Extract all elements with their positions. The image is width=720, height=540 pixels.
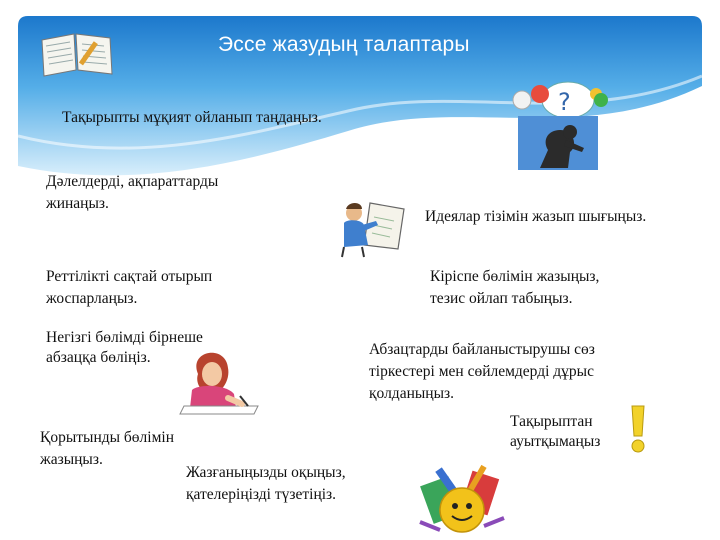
evidence-text-line2: жинаңыз. — [46, 195, 109, 212]
conclusion-text-line2: жазыңыз. — [40, 451, 103, 468]
topic-text: Тақырыпты мұқият ойланып таңдаңыз. — [62, 109, 322, 126]
links-text-line2: тіркестері мен сөйлемдерді дұрыс — [369, 363, 594, 380]
thinking-person-question-icon — [508, 78, 612, 170]
proofread-text-line2: қателеріңізді түзетіңіз. — [186, 486, 337, 503]
stay-on-topic-text-line2: ауытқымаңыз — [510, 433, 601, 450]
writing-girl-icon — [178, 344, 262, 416]
links-text-line3: қолданыңыз. — [369, 385, 454, 402]
intro-text-line2: тезис ойлап табыңыз. — [430, 290, 573, 307]
main-body-text-line1: Негізгі бөлімді бірнеше — [46, 329, 203, 346]
drawing-person-icon — [334, 195, 410, 259]
svg-text:?: ? — [558, 88, 571, 116]
school-supplies-icon — [416, 460, 508, 538]
intro-text-line1: Кіріспе бөлімін жазыңыз, — [430, 268, 600, 285]
slide-title: Эссе жазудың талаптары — [218, 33, 470, 56]
evidence-text-line1: Дәлелдерді, ақпараттарды — [46, 173, 219, 190]
links-text-line1: Абзацтарды байланыстырушы сөз — [369, 341, 595, 358]
proofread-text-line1: Жазғаныңызды оқыңыз, — [186, 464, 346, 481]
main-body-text-line2: абзацқа бөліңіз. — [46, 349, 151, 366]
plan-text-line1: Реттілікті сақтай отырып — [46, 268, 213, 285]
ideas-text: Идеялар тізімін жазып шығыңыз. — [425, 208, 647, 225]
open-book-icon — [38, 30, 116, 78]
stay-on-topic-text-line1: Тақырыптан — [510, 413, 593, 430]
exclamation-icon — [628, 404, 648, 454]
conclusion-text-line1: Қорытынды бөлімін — [40, 429, 174, 446]
plan-text-line2: жоспарлаңыз. — [46, 290, 138, 307]
